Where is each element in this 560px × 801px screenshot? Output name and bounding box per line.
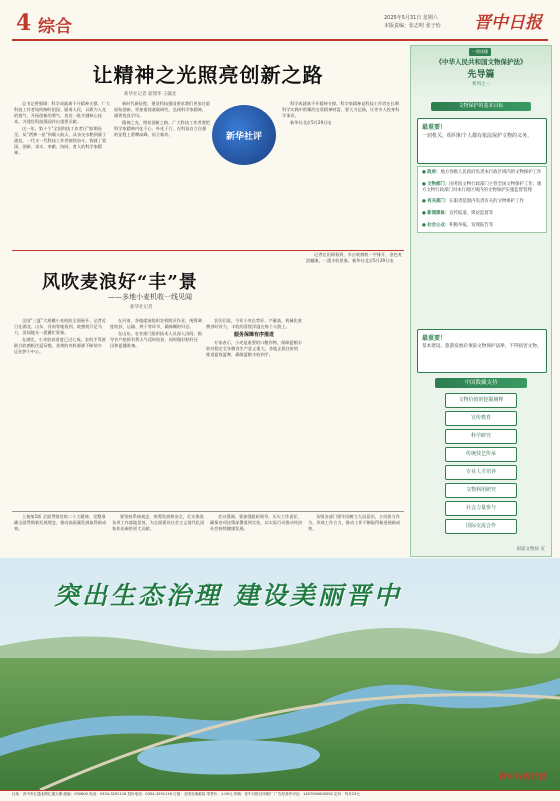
menu-list — [445, 393, 517, 537]
menu-item: 专业人才培养 — [445, 465, 517, 480]
gov-responsibility-list — [417, 166, 547, 233]
article-body-col-1 — [14, 101, 110, 251]
menu-item: 社会力量参与 — [445, 501, 517, 516]
editor-line: 本版责编：张志明 张子怡 — [384, 23, 441, 29]
badge-text: 新华社评 — [225, 131, 262, 142]
paragraph: 会议强调，要加强组织领导，压实工作责任，确保各项决策部署落到实处，以实际行动推动经济社会持续健康发展。 — [210, 514, 303, 531]
list-item — [418, 196, 546, 208]
relics-infographic — [410, 45, 552, 557]
page-number: 4 — [16, 10, 32, 36]
paragraph: 各级各部门要牢固树立大局意识，主动担当作为，形成工作合力，推动工作不断取得新进展新成效。 — [308, 514, 401, 531]
highlight-box-2 — [417, 329, 547, 373]
middle-article — [12, 254, 404, 512]
item-title: 政府： — [427, 170, 441, 175]
paragraph: 在湖北，小麦收获进度已过七成。农机手驾驶联合收割机往返穿梭，金黄的麦粒源源不断装车运往烘干中心。 — [14, 336, 106, 354]
article-body-col-2 — [114, 101, 210, 251]
menu-item: 宣传教育 — [445, 411, 517, 426]
article-title: 风吹麦浪好“丰”景 — [42, 272, 198, 293]
item-text: 在职责范围内负责有关的文物保护工作 — [449, 199, 524, 205]
paragraph: 新时代新征程，建设科技强国要求我们更加注重原始创新，更加重视基础研究，弘扬科学家精神，涵养优良学风。 — [114, 101, 210, 118]
article-body-col-3 — [282, 101, 402, 251]
middle-col-2 — [110, 318, 202, 512]
list-item — [418, 208, 546, 220]
paragraph: 精神之光，照亮创新之路。广大科技工作者要把科学家精神内化于心、外化于行，在科技自立自强的征程上勇攀高峰、再立新功。 — [114, 119, 210, 137]
menu-item: 文物价值的挖掘阐释 — [445, 393, 517, 408]
item-text: 积极举报、发现报告等 — [449, 222, 494, 228]
banner-tag: 一图读懂 — [469, 48, 491, 56]
middle-col-3 — [206, 318, 302, 512]
menu-item: 传统技艺传承 — [445, 447, 517, 462]
paragraph: 新华社北京5月29日电 — [290, 119, 332, 125]
item-title: 文物部门： — [427, 181, 450, 187]
highlight-title: 最重要！ — [422, 335, 447, 342]
item-title: 新闻媒体： — [427, 211, 450, 217]
highlight-box-1 — [417, 118, 547, 164]
paragraph: 这一年，第十个“全国科技工作者日”如期而至。从“两弹一星”到载人航天，从杂交水稻到量子通信，一代又一代科技工作者接续奋斗，铸就了爱国、创新、求实、奉献、协同、育人的科学家精神。 — [14, 125, 107, 155]
paragraph: 上接第1版 全面贯彻党的二十大精神，完整准确全面贯彻新发展理念，推动高质量发展取得新成效。 — [14, 514, 107, 531]
list-item — [418, 220, 546, 232]
section-name: 综合 — [38, 17, 72, 37]
footer-rule — [0, 790, 560, 791]
paragraph: 总书记曾强调：科学成就离不开精神支撑。广大科技工作者始终胸怀祖国、服务人民，以敢为人先的锐气、开拓创新的勇气，攻克一批关键核心技术，为建设科技强国作出重要贡献。 — [14, 101, 110, 124]
bottom-col-4 — [308, 514, 402, 552]
top-article — [12, 45, 404, 250]
highlight-text: 一切机关、组织和个人都有依法保护文物的义务。 — [422, 133, 533, 139]
item-title: 社会公众： — [427, 222, 450, 228]
header — [0, 0, 560, 42]
menu-title-text: 中国数藏支持 — [464, 380, 498, 386]
article-byline: 新华社记者 翟翔华 王毓北 — [124, 92, 177, 97]
middle-col-1 — [14, 318, 106, 512]
article-title: 让精神之光照亮创新之路 — [92, 63, 324, 87]
item-title: 有关部门： — [427, 199, 450, 205]
paragraph: 要坚持系统观念，统筹发展和安全，扎实推进各项工作落地见效，为全面建设社会主义现代化国家作出新的更大贡献。 — [112, 514, 205, 531]
point-header — [431, 102, 531, 111]
banner-title-2: 先导篇 — [467, 70, 495, 80]
masthead-logo: 晋中日报 — [474, 13, 542, 33]
banner-title: 《中华人民共和国文物保护法》 — [435, 58, 527, 66]
article-subtitle: ——多地小麦机收一线见闻 — [108, 293, 192, 301]
shield-icon: ● — [422, 170, 426, 175]
item-text: 国务院文物行政部门主管全国文物保护工作；地方文物行政部门对本行政区域内的文物保护实施监督管理 — [422, 181, 542, 193]
paragraph: 专家表示，小麦是重要的口粮作物，保障夏粮丰收对稳定全年粮食生产意义重大。各地正抓住时机推进夏收夏种，确保夏粮丰收到手。 — [206, 340, 302, 357]
source-credit: 国家文物局 宣 — [516, 547, 545, 552]
menu-item: 国际交流合作 — [445, 519, 517, 534]
paragraph: 全国“三夏”大规模小麦机收全面展开。记者近日在湖北、山东、河南等地看到，收割机开足马力，田间地头一派繁忙景象。 — [14, 318, 106, 335]
eco-slogan: 突出生态治理 建设美丽晋中 — [54, 581, 402, 610]
paragraph: 记者在田间看到，多台收割机一字排开，金色麦浪翻滚，一派丰收景象。新华社北京5月29日电 — [306, 252, 402, 263]
box-subheading: 服务保障有序推进 — [233, 332, 274, 338]
list-item — [418, 179, 546, 197]
list-item — [418, 167, 546, 179]
point-header-text: 文物保护的基本目标 — [458, 103, 504, 109]
item-text: 宣传报道、舆论监督等 — [449, 211, 494, 217]
divider-1 — [12, 250, 404, 251]
paragraph: 在山东，农业部门组织技术人员深入田间，指导农户抢抓有利天气适时收获，同时做好秸秆还田和夏播准备。 — [110, 330, 202, 348]
shield-icon: ● — [422, 222, 426, 228]
xinhua-badge — [212, 105, 276, 165]
highlight-title: 最重要！ — [422, 124, 447, 131]
date-line: 2025年5月31日 星期六 — [384, 15, 438, 21]
shield-icon: ● — [422, 199, 426, 205]
highlight-text: 基本建设、旅游发展必须依文物保护法律，不得损害文物。 — [422, 344, 542, 349]
shield-icon: ● — [422, 211, 426, 217]
divider-2 — [12, 511, 404, 512]
banner-sub: 系列之一 — [472, 82, 490, 87]
banner — [411, 46, 551, 100]
paragraph: 科学成就离不开精神支撑。科学家精神是科技工作者在长期科学实践中积累的宝贵精神财富，要大力弘扬，让更多人投身科学事业。 — [282, 101, 400, 118]
item-text: 地方各级人民政府负责本行政区域内的文物保护工作 — [440, 170, 542, 175]
menu-item: 文物利用研究 — [445, 483, 517, 498]
menu-title — [435, 378, 527, 388]
menu-item: 科学研究 — [445, 429, 517, 444]
shield-icon: ● — [422, 181, 426, 187]
footer-text: 社址：晋中市汇通北路汇通大厦 邮编：030600 电话：0354-3291116 投诉电话：0354-3291116 订阅：全国各地邮局 零售价：1.00元 印刷：晋中日报社印刷厂 广告经营许可证：1407004000002 定价：每月23元 — [12, 792, 361, 796]
bottom-text-band — [12, 514, 404, 552]
article-byline: 新华社记者 — [130, 305, 153, 310]
eco-banner — [0, 558, 560, 790]
middle-col-4 — [306, 252, 402, 510]
paragraph: 在河南，各地提前组织农机跨区作业，统筹调度收获、运输、烘干等环节，确保颗粒归仓。 — [110, 318, 202, 329]
bottom-col-2 — [112, 514, 206, 552]
paragraph: 农民们说，今年小麦长势好、产量高，机械化收割省时省力，丰收的喜悦洋溢在每个人脸上。 — [206, 318, 302, 329]
bottom-col-3 — [210, 514, 304, 552]
bottom-col-1 — [14, 514, 108, 552]
header-rule — [12, 39, 548, 41]
banner-logo: 晋中日报社宣 — [498, 771, 546, 781]
